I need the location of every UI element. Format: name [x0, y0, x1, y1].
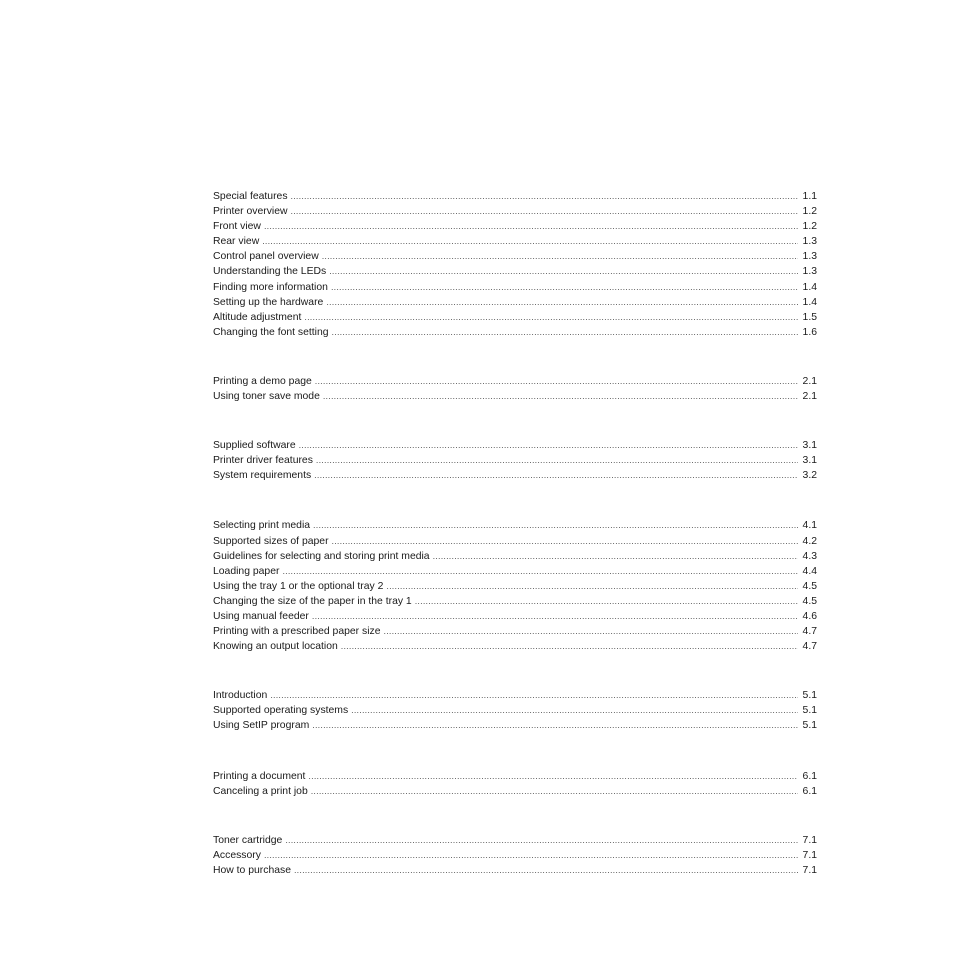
dot-leader	[299, 438, 798, 452]
toc-section	[213, 688, 817, 733]
toc-entry[interactable]	[213, 389, 817, 404]
toc-entry-title: Printer overview	[213, 206, 288, 218]
toc-entry-page: 7.1	[802, 849, 817, 861]
toc-section	[213, 769, 817, 799]
toc-entry[interactable]	[213, 639, 817, 654]
toc-entry[interactable]	[213, 249, 817, 264]
toc-entry[interactable]	[213, 189, 817, 204]
toc-entry-page: 1.2	[802, 221, 817, 233]
toc-entry[interactable]	[213, 549, 817, 564]
dot-leader	[262, 234, 797, 248]
toc-entry[interactable]	[213, 295, 817, 310]
toc-entry[interactable]	[213, 534, 817, 549]
toc-entry-title: Changing the size of the paper in the tray 1	[213, 595, 412, 607]
toc-entry[interactable]	[213, 609, 817, 624]
toc-entry-page: 1.3	[802, 266, 817, 278]
dot-leader	[386, 579, 797, 593]
toc-entry[interactable]	[213, 564, 817, 579]
toc-entry-title: Understanding the LEDs	[213, 266, 327, 278]
dot-leader	[311, 784, 798, 798]
toc-entry-page: 4.5	[802, 580, 817, 592]
toc-entry-page: 3.2	[802, 470, 817, 482]
dot-leader	[329, 264, 797, 278]
toc-entry[interactable]	[213, 325, 817, 340]
dot-leader	[304, 310, 797, 324]
toc-entry-title: Printer driver features	[213, 455, 313, 467]
toc-entry-page: 1.5	[802, 311, 817, 323]
toc-entry[interactable]	[213, 703, 817, 718]
toc-entry[interactable]	[213, 718, 817, 733]
dot-leader	[312, 609, 798, 623]
toc-entry-title: Front view	[213, 221, 261, 233]
toc-entry-page: 1.6	[802, 326, 817, 338]
toc-entry-page: 7.1	[802, 864, 817, 876]
toc-entry-title: Supplied software	[213, 440, 296, 452]
dot-leader	[323, 389, 798, 403]
toc-entry-title: Setting up the hardware	[213, 296, 324, 308]
toc-entry[interactable]	[213, 280, 817, 295]
dot-leader	[351, 703, 797, 717]
toc-entry-page: 4.4	[802, 565, 817, 577]
toc-entry[interactable]	[213, 438, 817, 453]
toc-entry-page: 3.1	[802, 455, 817, 467]
toc-section	[213, 374, 817, 404]
toc-entry-title: Loading paper	[213, 565, 280, 577]
toc-entry[interactable]	[213, 624, 817, 639]
dot-leader	[264, 848, 798, 862]
toc-entry[interactable]	[213, 264, 817, 279]
dot-leader	[332, 534, 798, 548]
table-of-contents	[213, 189, 817, 878]
toc-entry-page: 4.1	[802, 520, 817, 532]
dot-leader	[264, 219, 798, 233]
toc-entry-title: Using the tray 1 or the optional tray 2	[213, 580, 384, 592]
toc-entry[interactable]	[213, 310, 817, 325]
toc-entry-title: Altitude adjustment	[213, 311, 302, 323]
toc-section	[213, 833, 817, 878]
dot-leader	[314, 468, 797, 482]
toc-entry-page: 4.7	[802, 641, 817, 653]
toc-entry[interactable]	[213, 594, 817, 609]
dot-leader	[308, 769, 797, 783]
toc-entry-page: 1.1	[802, 191, 817, 202]
toc-entry-page: 6.1	[802, 770, 817, 782]
dot-leader	[315, 374, 798, 388]
toc-entry[interactable]	[213, 234, 817, 249]
toc-entry[interactable]	[213, 374, 817, 389]
toc-entry-page: 4.5	[802, 595, 817, 607]
toc-entry-page: 1.4	[802, 296, 817, 308]
toc-entry-page: 5.1	[802, 690, 817, 702]
toc-entry[interactable]	[213, 848, 817, 863]
dot-leader	[331, 280, 798, 294]
toc-entry[interactable]	[213, 204, 817, 219]
toc-section	[213, 518, 817, 654]
toc-entry-page: 1.3	[802, 236, 817, 248]
toc-entry-page: 2.1	[802, 375, 817, 387]
toc-entry-title: Toner cartridge	[213, 834, 283, 846]
dot-leader	[332, 325, 798, 339]
toc-entry[interactable]	[213, 518, 817, 533]
toc-entry-title: Printing a document	[213, 770, 306, 782]
dot-leader	[384, 624, 798, 638]
toc-entry-page: 2.1	[802, 391, 817, 403]
dot-leader	[313, 518, 798, 532]
dot-leader	[415, 594, 798, 608]
dot-leader	[291, 189, 798, 203]
dot-leader	[433, 549, 798, 563]
toc-section	[213, 438, 817, 483]
toc-entry-title: Knowing an output location	[213, 641, 338, 653]
toc-entry-page: 5.1	[802, 720, 817, 732]
toc-entry[interactable]	[213, 219, 817, 234]
toc-entry-page: 4.6	[802, 610, 817, 622]
toc-entry-title: Printing with a prescribed paper size	[213, 626, 381, 638]
toc-entry-title: Introduction	[213, 690, 268, 702]
toc-entry-title: Finding more information	[213, 281, 328, 293]
toc-entry[interactable]	[213, 453, 817, 468]
dot-leader	[285, 833, 797, 847]
toc-entry-title: Using manual feeder	[213, 610, 309, 622]
toc-entry-page: 6.1	[802, 785, 817, 797]
toc-entry[interactable]	[213, 784, 817, 799]
toc-entry[interactable]	[213, 688, 817, 703]
toc-entry-title: Changing the font setting	[213, 326, 329, 338]
dot-leader	[270, 688, 797, 702]
toc-entry-page: 4.7	[802, 626, 817, 638]
toc-entry[interactable]	[213, 579, 817, 594]
toc-entry-title: System requirements	[213, 470, 312, 482]
toc-entry[interactable]	[213, 863, 817, 878]
dot-leader	[294, 863, 798, 877]
dot-leader	[291, 204, 798, 218]
toc-entry-page: 1.2	[802, 206, 817, 218]
dot-leader	[316, 453, 798, 467]
toc-entry-page: 4.3	[802, 550, 817, 562]
toc-entry-page: 4.2	[802, 535, 817, 547]
toc-entry-title: Special features	[213, 191, 288, 202]
toc-entry-page: 3.1	[802, 440, 817, 452]
dot-leader	[326, 295, 797, 309]
toc-entry-page: 5.1	[802, 705, 817, 717]
toc-entry-title: Printing a demo page	[213, 375, 312, 387]
toc-entry-page: 1.4	[802, 281, 817, 293]
toc-entry-title: Supported operating systems	[213, 705, 349, 717]
toc-section	[213, 189, 817, 340]
dot-leader	[312, 718, 797, 732]
toc-entry-title: Selecting print media	[213, 520, 311, 532]
toc-entry[interactable]	[213, 769, 817, 784]
toc-entry-title: Supported sizes of paper	[213, 535, 329, 547]
toc-entry-title: Guidelines for selecting and storing print media	[213, 550, 430, 562]
toc-entry-title: How to purchase	[213, 864, 291, 876]
toc-entry-title: Rear view	[213, 236, 260, 248]
toc-entry-title: Accessory	[213, 849, 261, 861]
toc-entry-title: Canceling a print job	[213, 785, 308, 797]
toc-entry-page: 7.1	[802, 834, 817, 846]
dot-leader	[341, 639, 798, 653]
toc-entry-title: Using toner save mode	[213, 391, 320, 403]
toc-entry-title: Control panel overview	[213, 251, 319, 263]
toc-entry[interactable]	[213, 468, 817, 483]
toc-entry-title: Using SetIP program	[213, 720, 310, 732]
toc-entry-page: 1.3	[802, 251, 817, 263]
toc-entry[interactable]	[213, 833, 817, 848]
dot-leader	[282, 564, 797, 578]
dot-leader	[322, 249, 798, 263]
